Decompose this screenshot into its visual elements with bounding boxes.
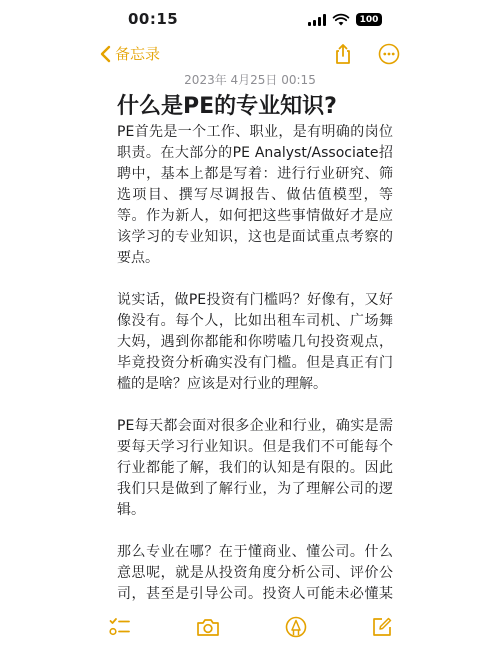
- checklist-icon: [109, 617, 131, 637]
- paragraph-spacer: [117, 395, 393, 416]
- note-paragraph: PE每天都会面对很多企业和行业，确实是需要每天学习行业知识。但是我们不可能每个行业都能了解，我们的认知是有限的。因此我们只是做到了解行业，为了理解公司的逻辑。: [117, 418, 393, 518]
- markup-pen-icon: [285, 616, 307, 638]
- bottom-toolbar: [0, 603, 500, 653]
- note-paragraph: 说实话，做PE投资有门槛吗？好像有，又好像没有。每个人，比如出租车司机、广场舞大妈，遇到你都能和你唠嗑几句投资观点，毕竟投资分析确实没有门槛。但是真正有门槛的是啥？应该是对行业的理解。: [117, 292, 393, 392]
- note-title: 什么是PE的专业知识?: [117, 94, 337, 119]
- compose-icon: [371, 616, 393, 638]
- battery-icon: 100: [356, 13, 382, 26]
- navigation-bar: [0, 40, 500, 72]
- back-button[interactable]: [100, 43, 160, 64]
- compose-button[interactable]: [370, 615, 394, 639]
- cellular-signal-icon: [308, 14, 326, 26]
- back-label: 备忘录: [115, 45, 161, 63]
- paragraph-spacer: [117, 269, 393, 290]
- status-bar: [0, 0, 500, 40]
- more-button[interactable]: [378, 42, 400, 66]
- note-body[interactable]: [117, 91, 393, 601]
- status-icons: [308, 13, 382, 26]
- share-icon: [333, 43, 353, 65]
- ellipsis-circle-icon: [378, 43, 400, 65]
- camera-icon: [196, 617, 220, 637]
- status-time: 00:15: [128, 10, 179, 28]
- note-date: 2023年 4月25日 00:15: [184, 73, 316, 87]
- chevron-left-icon: [100, 45, 111, 63]
- share-button[interactable]: [332, 42, 354, 66]
- checklist-button[interactable]: [108, 615, 132, 639]
- nav-actions: [332, 42, 400, 66]
- wifi-icon: [333, 14, 349, 26]
- note-paragraph: 那么专业在哪？在于懂商业、懂公司。什么意思呢，就是从投资角度分析公司、评价公司，甚至是引导公司。投资人可能未必懂某: [117, 544, 393, 602]
- paragraph-spacer: [117, 521, 393, 542]
- camera-button[interactable]: [196, 615, 220, 639]
- markup-button[interactable]: [284, 615, 308, 639]
- note-paragraph: PE首先是一个工作、职业，是有明确的岗位职责。在大部分的PE Analyst/Associate招聘中，基本上都是写着：进行行业研究、筛选项目、撰写尽调报告、做估值模型，等等。作为新人，如何把这些事情做好才是应该学习的专业知识，这也是面试重点考察的要点。: [117, 124, 393, 266]
